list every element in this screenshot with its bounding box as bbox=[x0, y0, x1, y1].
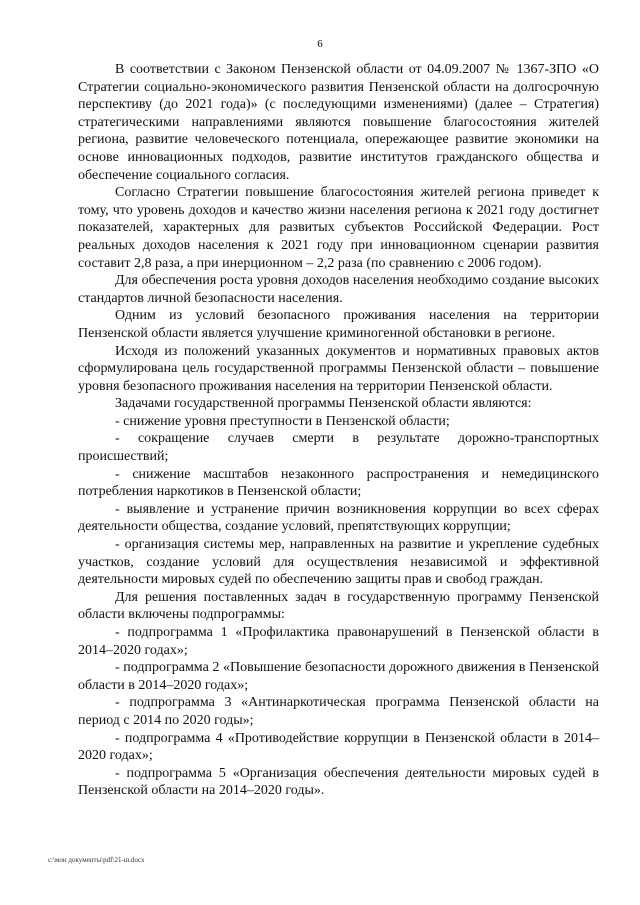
paragraph-tasks-intro: Задачами государственной программы Пензенской области являются: bbox=[115, 396, 532, 412]
footer-file-path: c:\мои документы\pdf\21-ш.docx bbox=[48, 856, 145, 864]
list-item-subprogram-2: - подпрограмма 2 «Повышение безопасности дорожного движения в Пензенской области в 2014–2020 годах»; bbox=[78, 660, 599, 693]
list-item-subprogram-1: - подпрограмма 1 «Профилактика правонарушений в Пензенской области в 2014–2020 годах»; bbox=[78, 625, 599, 658]
list-item-task-crime: - снижение уровня преступности в Пензенской области; bbox=[115, 413, 450, 429]
list-item-subprogram-4: - подпрограмма 4 «Противодействие коррупции в Пензенской области в 2014–2020 годах»; bbox=[78, 730, 599, 764]
list-item-task-corruption: - выявление и устранение причин возникновения коррупции во всех сферах деятельности общества, создание условий, препятствующих коррупции; bbox=[78, 501, 599, 535]
list-item-task-courts: - организация системы мер, направленных на развитие и укрепление судебных участков, создание условий для осуществления независимой и эффективной деятельности мировых судей по обеспечению защиты прав и свобод граждан. bbox=[78, 537, 599, 588]
paragraph-strategy-law: В соответствии с Законом Пензенской области от 04.09.2007 № 1367-ЗПО «О Стратегии социально-экономического развития Пензенской области на долгосрочную перспективу (до 2021 года)» (с последующими изменениями) (далее – Стратегия) стратегическими направлениями являются повышение благосостояния жителей региона, развитие человеческого потенциала, опережающее развитие экономики на основе инновационных подходов, развитие институтов гражданского общества и обеспечение социального согласия. bbox=[78, 62, 599, 183]
list-item-subprogram-5: - подпрограмма 5 «Организация обеспечения деятельности мировых судей в Пензенской области на 2014–2020 годы». bbox=[78, 765, 599, 799]
document-body bbox=[78, 61, 599, 800]
list-item-task-drugs: - снижение масштабов незаконного распространения и немедицинского потребления наркотиков в Пензенской области; bbox=[78, 466, 599, 500]
paragraph-safe-living: Одним из условий безопасного проживания населения на территории Пензенской области является улучшение криминогенной обстановки в регионе. bbox=[78, 308, 599, 341]
paragraph-program-goal: Исходя из положений указанных документов и нормативных правовых актов сформулирована цель государственной программы Пензенской области – повышение уровня безопасного проживания населения на территории Пензенской области. bbox=[78, 343, 599, 394]
paragraph-strategy-welfare: Согласно Стратегии повышение благосостояния жителей региона приведет к тому, что уровень доходов и качество жизни населения региона к 2021 году достигнет показателей, характерных для развитых субъектов Российской Федерации. Рост реальных доходов населения к 2021 году при инновационном сценарии развития составит 2,8 раза, а при инерционном – 2,2 раза (по сравнению с 2006 годом). bbox=[78, 185, 599, 271]
paragraph-subprograms-intro: Для решения поставленных задач в государственную программу Пензенской области включены подпрограммы: bbox=[78, 589, 599, 623]
list-item-subprogram-3: - подпрограмма 3 «Антинаркотическая программа Пензенской области на период с 2014 по 2020 годы»; bbox=[78, 695, 599, 728]
list-item-task-road-deaths: - сокращение случаев смерти в результате дорожно-транспортных происшествий; bbox=[78, 431, 599, 465]
page-number: 6 bbox=[317, 38, 323, 50]
paragraph-income-growth: Для обеспечения роста уровня доходов населения необходимо создание высоких стандартов личной безопасности населения. bbox=[78, 273, 599, 306]
